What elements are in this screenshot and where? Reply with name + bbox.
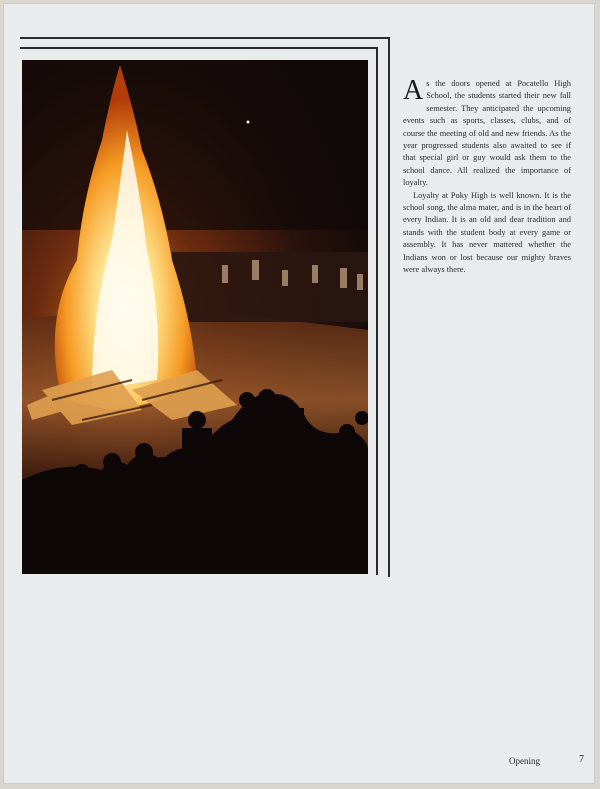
- story-paragraph-2: Loyalty at Poky High is well known. It is the school song, the alma mater, and is in the heart of every Indian. It is an old and dear tradition and stands with the student body at every game or assembly. It has never mattered whether the Indians won or lost because our mighty braves were always there.: [403, 190, 571, 275]
- frame-rule-right: [388, 37, 390, 577]
- frame-rule-top-inner: [20, 47, 378, 49]
- frame-rule-top: [20, 37, 390, 39]
- bonfire-photo-image: [22, 60, 368, 574]
- section-label: Opening: [509, 756, 540, 766]
- frame-rule-right-inner: [376, 47, 378, 575]
- yearbook-page: [3, 3, 595, 784]
- bonfire-photo: [22, 60, 368, 574]
- page-number: 7: [579, 754, 584, 765]
- paragraph-1-text: s the doors opened at Pocatello High School, the students started their new fall semester. They anticipated the upcoming events such as sports, classes, clubs, and of course the meeting of old and new friends. As the year progressed students also awaited to see if that special girl or guy would ask them to the school dance. All realized the importance of loyalty.: [403, 79, 571, 188]
- story-paragraph-1: [403, 75, 571, 190]
- story-text: [403, 75, 571, 277]
- dropcap: A: [403, 75, 424, 106]
